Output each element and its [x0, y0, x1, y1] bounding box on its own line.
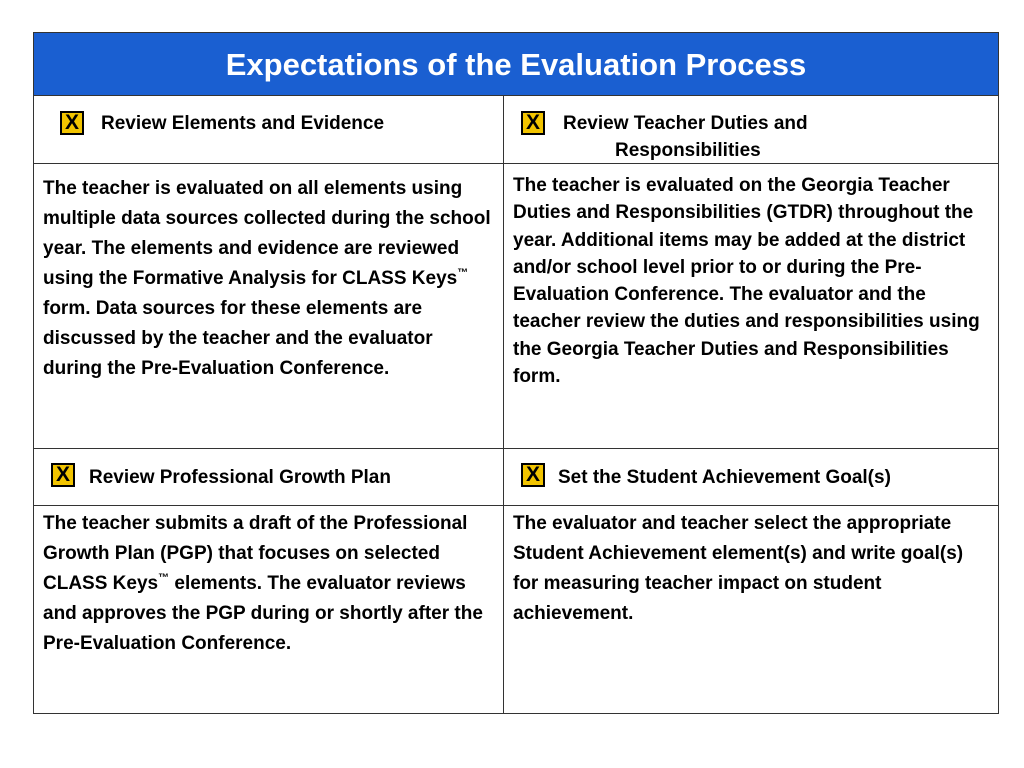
header-cell-duties-responsibilities — [503, 95, 999, 164]
body-text-achievement-goal: The evaluator and teacher select the appropriate Student Achievement element(s) and write goal(s) for measuring teacher impact on student achievement. — [513, 513, 964, 624]
body-text-growth-plan-part2: elements. The evaluator reviews and approves the PGP during or shortly after the Pre-Evaluation Conference. — [43, 573, 483, 654]
section-heading-achievement-goal: Set the Student Achievement Goal(s) — [558, 467, 891, 488]
header-cell-elements-evidence — [33, 95, 504, 164]
body-cell-achievement-goal — [503, 505, 999, 714]
body-cell-elements-evidence — [33, 163, 504, 449]
checked-box-icon: X — [60, 111, 84, 135]
body-text-elements-evidence-part1: The teacher is evaluated on all elements using multiple data sources collected during the school year. The elements and evidence are reviewed using the Formative Analysis for CLASS Keys — [43, 178, 491, 289]
section-heading-duties-line1: Review Teacher Duties and — [563, 113, 808, 134]
section-heading-growth-plan: Review Professional Growth Plan — [89, 467, 391, 488]
body-text-elements-evidence-part2: form. Data sources for these elements are discussed by the teacher and the evaluator during the Pre-Evaluation Conference. — [43, 298, 433, 379]
header-cell-growth-plan — [33, 448, 504, 506]
trademark-symbol: ™ — [457, 266, 469, 279]
checked-box-icon: X — [51, 463, 75, 487]
body-text-duties-responsibilities: The teacher is evaluated on the Georgia Teacher Duties and Responsibilities (GTDR) throughout the year. Additional items may be added at the district and/or school level prior to or during the Pre-Evaluation Conference. The evaluator and the teacher review the duties and responsibilities using the Georgia Teacher Duties and Responsibilities form. — [513, 175, 980, 388]
section-heading-duties-line2: Responsibilities — [615, 140, 761, 161]
checked-box-icon: X — [521, 463, 545, 487]
section-heading-elements-evidence: Review Elements and Evidence — [101, 113, 385, 134]
page-title: Expectations of the Evaluation Process — [33, 32, 999, 96]
body-text-growth-plan-part1: The teacher submits a draft of the Professional Growth Plan (PGP) that focuses on selected CLASS Keys — [43, 513, 468, 594]
body-cell-duties-responsibilities — [503, 163, 999, 449]
expectations-table — [33, 32, 999, 714]
checked-box-icon: X — [521, 111, 545, 135]
header-cell-achievement-goal — [503, 448, 999, 506]
body-cell-growth-plan — [33, 505, 504, 714]
trademark-symbol: ™ — [158, 571, 170, 584]
